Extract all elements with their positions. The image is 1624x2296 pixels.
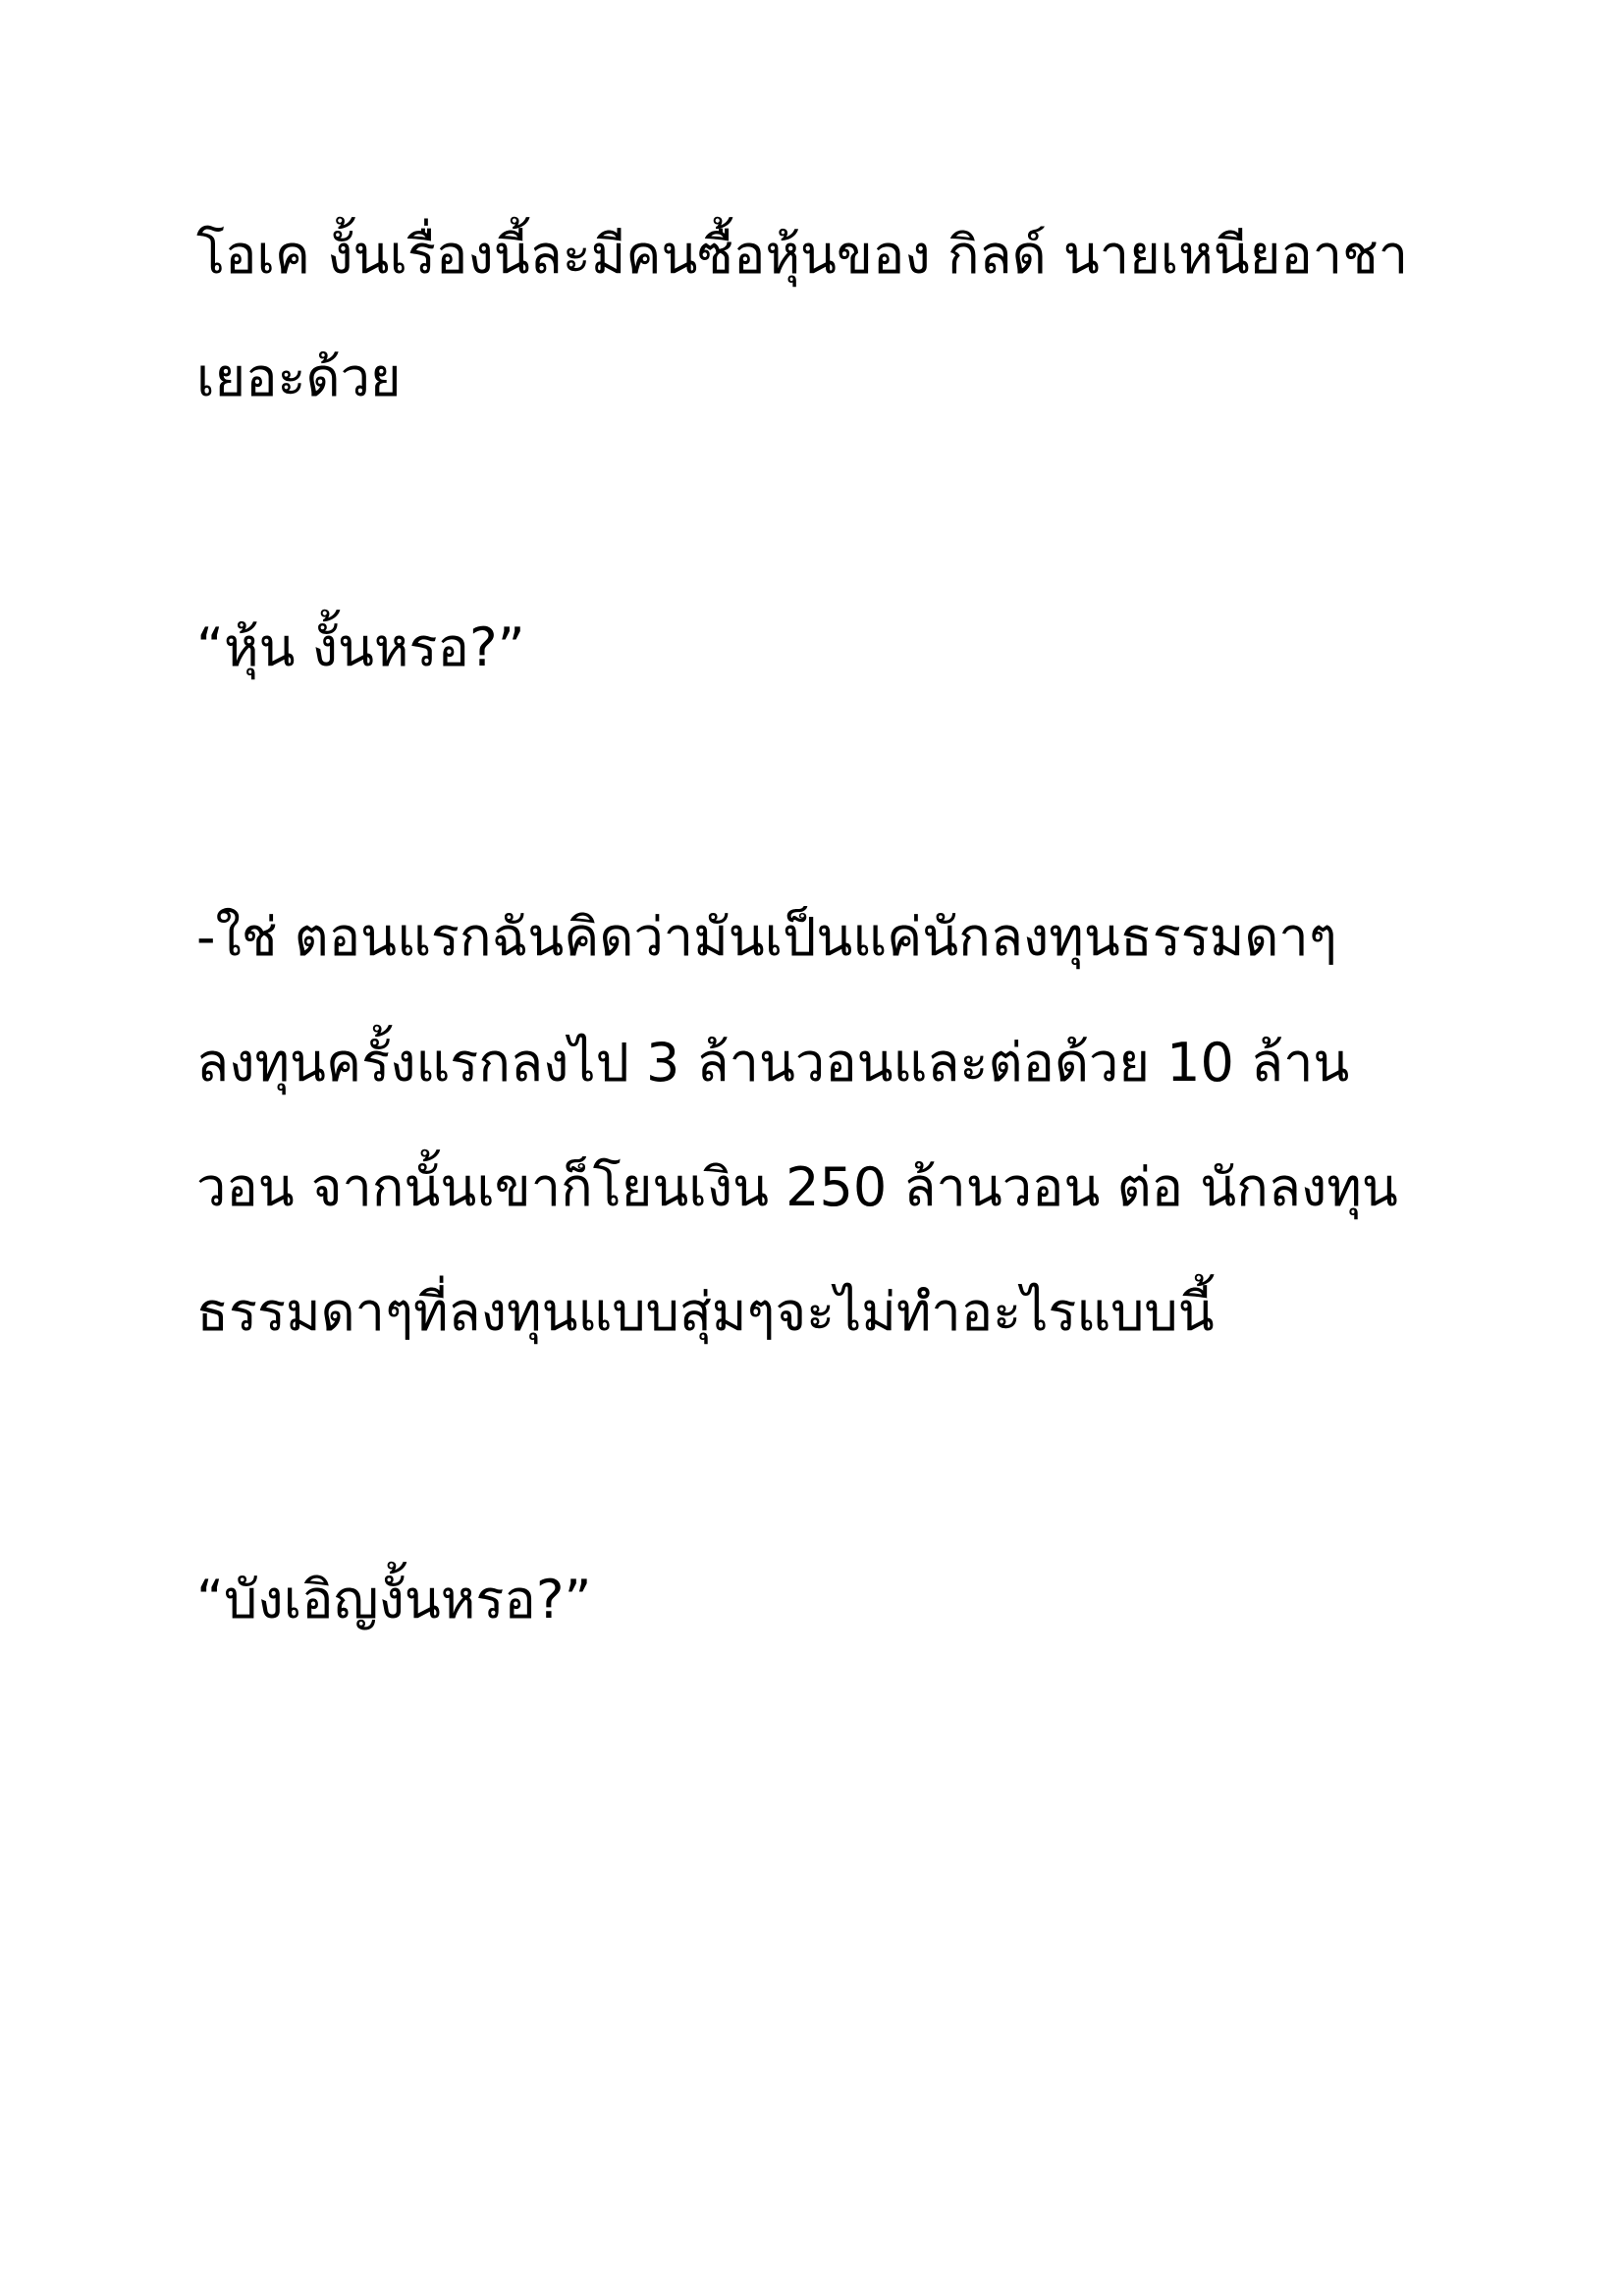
paragraph-2-line-2: ลงทุนครั้งแรกลงไป 3 ล้านวอนและต่อด้วย 10 ล้าน — [196, 1032, 1350, 1094]
paragraph-1-line-2: เยอะด้วย — [196, 347, 402, 408]
paragraph-2-line-4: ธรรมดาๆที่ลงทุนแบบสุ่มๆจะไม่ทำอะไรแบบนี้ — [196, 1281, 1215, 1343]
dialogue-1: “หุ้น งั้นหรอ?” — [196, 616, 525, 678]
paragraph-1-line-1: โอเค งั้นเรื่องนี้ละมีคนซื้อหุ้นของ กิลด์ นายเหนียอาชา — [196, 224, 1409, 286]
dialogue-2: “บังเอิญงั้นหรอ?” — [196, 1569, 592, 1630]
paragraph-2-line-3: วอน จากนั้นเขาก็โยนเงิน 250 ล้านวอน ต่อ นักลงทุน — [196, 1156, 1398, 1218]
paragraph-2-line-1: -ใช่ ตอนแรกฉันคิดว่ามันเป็นแค่นักลงทุนธรรมดาๆ — [196, 906, 1337, 968]
